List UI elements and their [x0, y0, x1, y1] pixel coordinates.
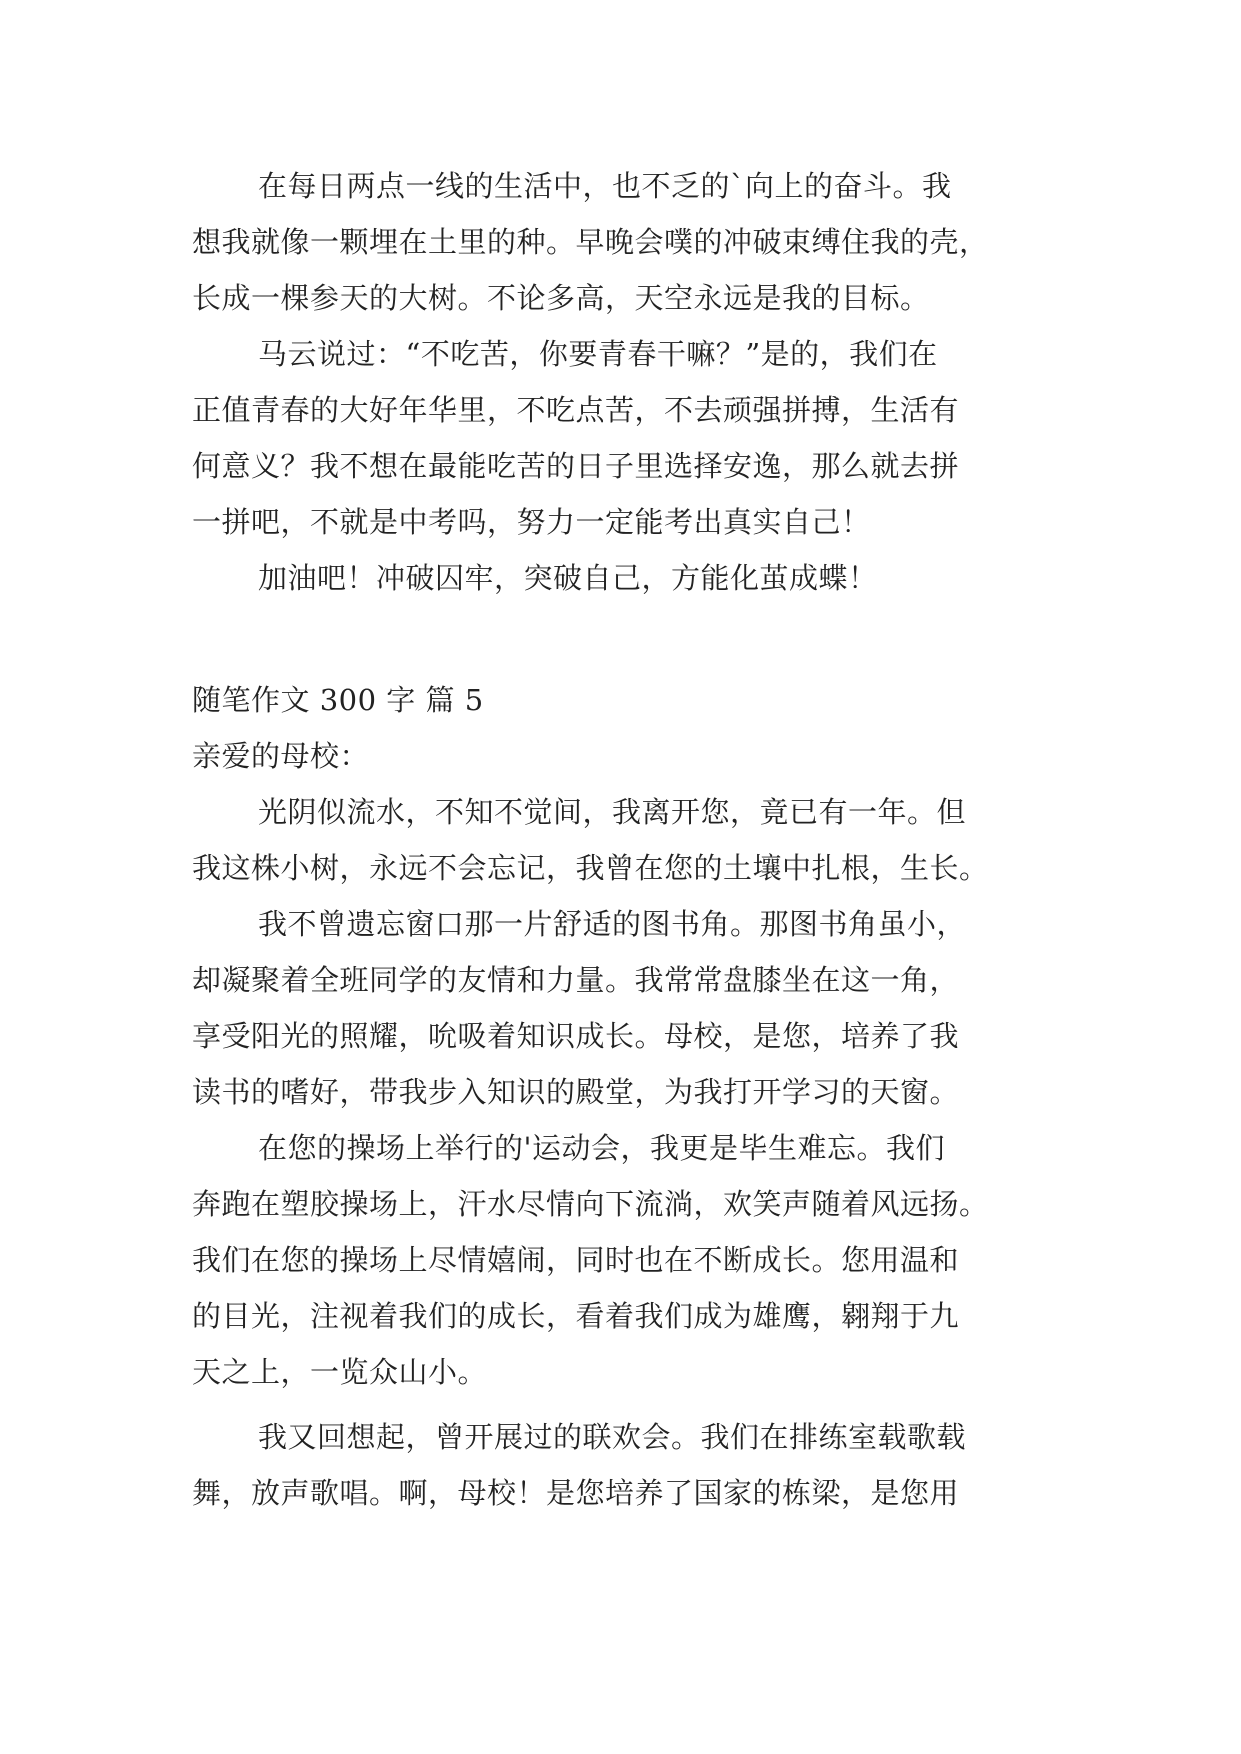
- salutation: 亲爱的母校：: [192, 739, 370, 773]
- text-line: 正值青春的大好年华里，不吃点苦，不去顽强拼搏，生活有: [192, 393, 960, 427]
- text-line: 奔跑在塑胶操场上，汗水尽情向下流淌，欢笑声随着风远扬。: [192, 1187, 989, 1221]
- text-line: 在每日两点一线的生活中，也不乏的`向上的奋斗。我: [258, 169, 952, 203]
- text-line: 我这株小树，永远不会忘记，我曾在您的土壤中扎根，生长。: [192, 851, 989, 885]
- text-line: 享受阳光的照耀，吮吸着知识成长。母校，是您，培养了我: [192, 1019, 960, 1053]
- text-line: 读书的嗜好，带我步入知识的殿堂，为我打开学习的天窗。: [192, 1075, 960, 1109]
- text-line: 的目光，注视着我们的成长，看着我们成为雄鹰，翱翔于九: [192, 1299, 960, 1333]
- text-line: 我又回想起，曾开展过的联欢会。我们在排练室载歌载: [258, 1420, 967, 1454]
- text-line: 何意义？我不想在最能吃苦的日子里选择安逸，那么就去拼: [192, 449, 960, 483]
- text-line: 我们在您的操场上尽情嬉闹，同时也在不断成长。您用温和: [192, 1243, 960, 1277]
- text-line: 我不曾遗忘窗口那一片舒适的图书角。那图书角虽小，: [258, 907, 967, 941]
- text-line: 天之上，一览众山小。: [192, 1355, 488, 1389]
- text-line: 长成一棵参天的大树。不论多高，天空永远是我的目标。: [192, 281, 930, 315]
- text-line: 加油吧！冲破囚牢，突破自己，方能化茧成蝶！: [258, 561, 878, 595]
- text-line: 却凝聚着全班同学的友情和力量。我常常盘膝坐在这一角，: [192, 963, 960, 997]
- text-line: 一拼吧，不就是中考吗，努力一定能考出真实自己！: [192, 505, 871, 539]
- text-line: 想我就像一颗埋在土里的种。早晚会噗的冲破束缚住我的壳，: [192, 225, 989, 259]
- text-line: 马云说过：“不吃苦，你要青春干嘛？”是的，我们在: [258, 337, 938, 371]
- section-heading: 随笔作文 300 字 篇 5: [192, 683, 484, 717]
- text-line: 舞，放声歌唱。啊，母校！是您培养了国家的栋梁，是您用: [192, 1476, 960, 1510]
- text-line: 光阴似流水，不知不觉间，我离开您，竟已有一年。但: [258, 795, 967, 829]
- text-line: 在您的操场上举行的'运动会，我更是毕生难忘。我们: [258, 1131, 945, 1165]
